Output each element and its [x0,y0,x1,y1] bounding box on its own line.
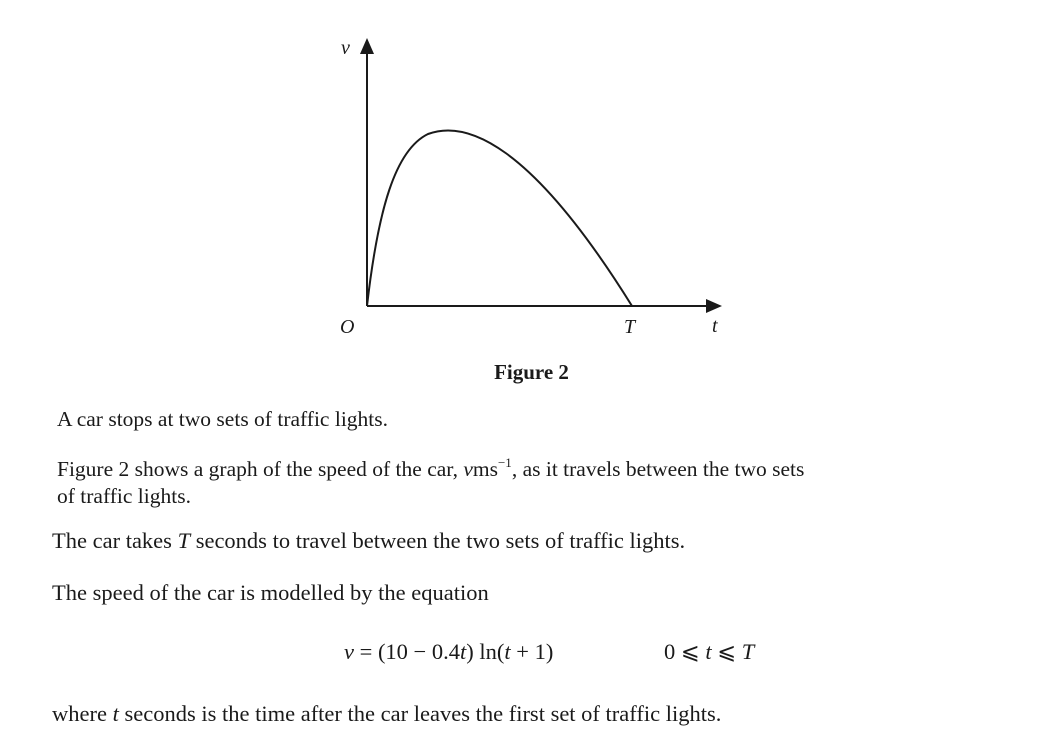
model-equation [344,639,553,665]
text-fragment: The car takes [52,528,178,553]
t-axis-label: t [712,315,718,337]
text-fragment: Figure 2 shows a graph of the speed of the car, [57,457,464,481]
paragraph-t-definition [52,700,721,727]
variable-t: t [460,639,467,664]
equation-part: + 1) [510,639,554,664]
unit-exponent: −1 [497,455,512,470]
speed-curve [367,130,632,306]
paragraph-model: The speed of the car is modelled by the equation [52,580,489,605]
text-fragment: , as it travels between the two sets [511,457,805,481]
v-axis-label: v [341,37,350,59]
paragraph-figure-description-line2: of traffic lights. [57,484,191,508]
t-axis-arrowhead [706,299,722,313]
variable-T: T [177,528,191,553]
variable-v: v [463,457,473,481]
speed-time-graph [0,0,1057,360]
text-fragment: seconds is the time after the car leaves the first set of traffic lights. [118,701,722,726]
variable-v: v [344,639,354,664]
paragraph-figure-description [57,456,804,510]
t-end-label: T [624,316,636,338]
text-fragment: seconds to travel between the two sets of traffic lights. [190,528,686,553]
paragraph-time-T [52,527,685,554]
equation-part: = (10 − 0.4 [354,639,460,664]
range-part: ⩽ [711,639,742,664]
figure-caption: Figure 2 [494,360,569,384]
variable-t: t [112,701,119,726]
variable-t: t [504,639,511,664]
equation-part: ) ln( [466,639,505,664]
variable-t: t [705,639,712,664]
origin-label: O [340,316,355,338]
range-part: 0 ⩽ [664,639,706,664]
domain-range [664,639,754,665]
variable-T: T [741,639,755,664]
text-fragment: where [52,701,113,726]
v-axis-arrowhead [360,38,374,54]
unit-ms: ms [472,457,498,481]
paragraph-intro: A car stops at two sets of traffic lights. [57,407,389,431]
paragraph-figure-description-line1 [57,456,804,483]
